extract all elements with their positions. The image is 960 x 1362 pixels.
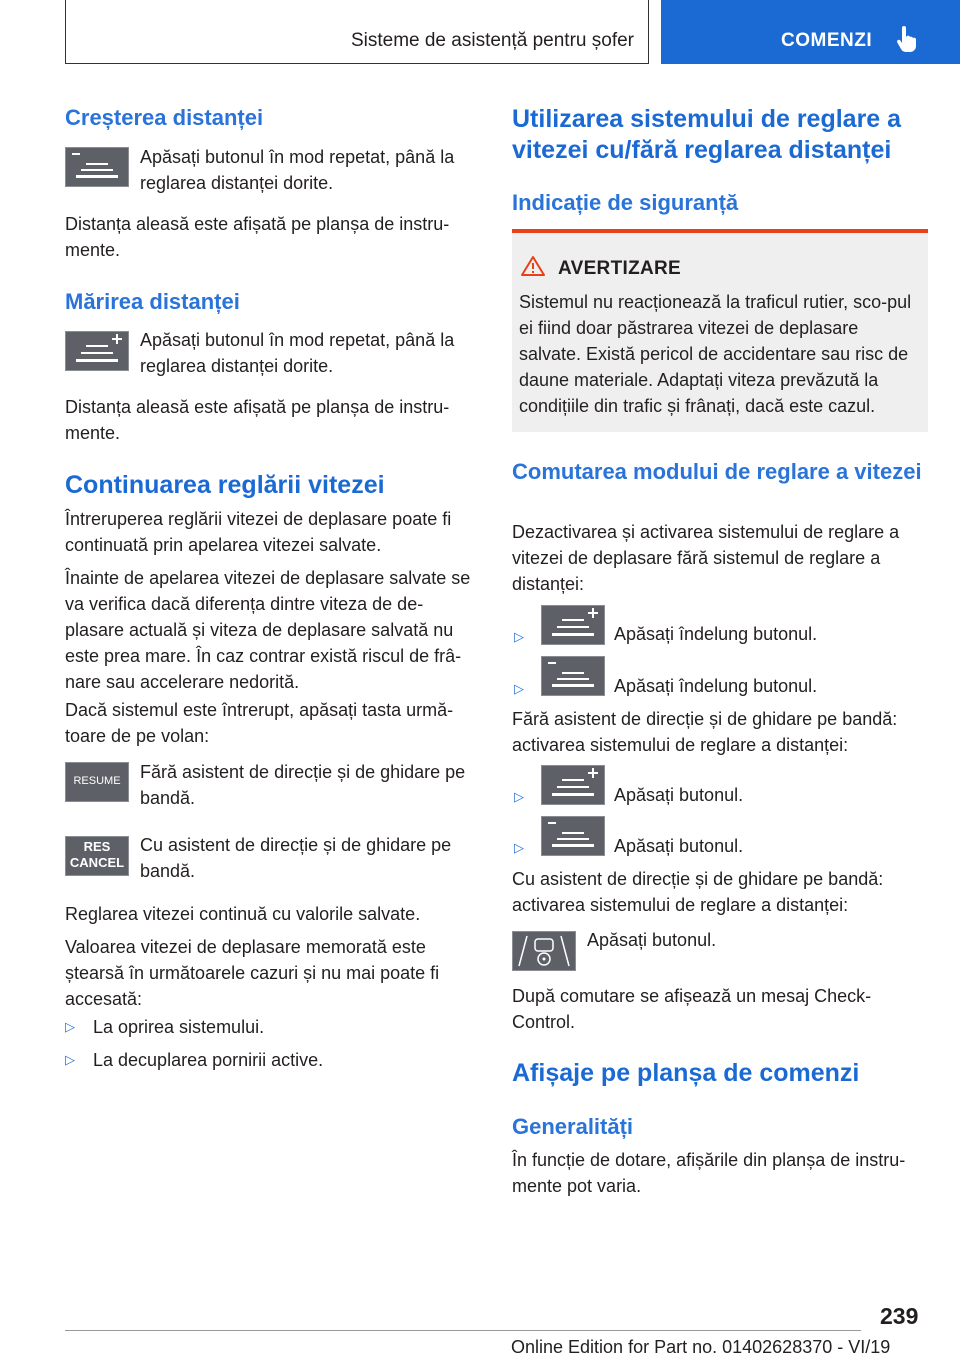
bullet-arrow-icon: ▷ — [65, 1019, 75, 1034]
warning-title: AVERTIZARE — [558, 258, 681, 279]
marire-note: Distanța aleasă este afișată pe planșa de instru-mente. — [65, 397, 450, 443]
distance-plus-button-image — [541, 605, 605, 645]
heading-generalitati: Generalități — [512, 1114, 634, 1139]
long-press-text-2: Apăsați îndelung butonul. — [614, 676, 818, 696]
cu-asistent-para: Cu asistent de direcție și de ghidare pe bandă: activarea sistemului de reglare a distanței: — [512, 869, 884, 915]
warning-triangle-icon — [520, 255, 546, 277]
continuare-para4: Reglarea vitezei continuă cu valorile salvate. — [65, 904, 421, 924]
tab-label: COMENZI — [781, 30, 873, 51]
bullet-arrow-icon: ▷ — [514, 629, 524, 644]
res-cancel-description: Cu asistent de direcție și de ghidare pe bandă. — [140, 835, 452, 881]
press-text-3: Apăsați butonul. — [587, 930, 717, 950]
heading-indicatie: Indicație de siguranță — [512, 190, 739, 215]
distance-bars-icon — [542, 657, 604, 695]
dupa-comutare-para: După comutare se afișează un mesaj Check-Control. — [512, 986, 872, 1032]
resume-label: RESUME — [73, 775, 121, 787]
bullet-text-1: La oprirea sistemului. — [93, 1017, 265, 1037]
generalitati-para: În funcție de dotare, afișările din planșa de instru-mente pot varia. — [512, 1150, 906, 1196]
cancel-label: CANCEL — [69, 855, 125, 870]
heading-marire: Mărirea distanței — [65, 289, 240, 314]
fara-asistent-para: Fără asistent de direcție și de ghidare pe bandă: activarea sistemului de reglare a distanței: — [512, 709, 898, 755]
long-press-text-1: Apăsați îndelung butonul. — [614, 624, 818, 644]
bullet-arrow-icon: ▷ — [65, 1052, 75, 1067]
footer-edition: Online Edition for Part no. 01402628370 - VI/19 — [511, 1337, 891, 1357]
page-number: 239 — [880, 1303, 919, 1329]
footer-divider — [65, 1330, 861, 1331]
res-label: RES — [83, 839, 111, 854]
comutare-para: Dezactivarea și activarea sistemului de reglare a vitezei de deplasare fără sistemul de reglare a distanței: — [512, 522, 900, 594]
heading-afisaje: Afișaje pe planșa de comenzi — [512, 1059, 860, 1087]
crestere-instruction: Apăsați butonul în mod repetat, până la reglarea distanței dorite. — [140, 147, 455, 193]
marire-instruction: Apăsați butonul în mod repetat, până la reglarea distanței dorite. — [140, 330, 455, 376]
steering-assist-icon — [513, 932, 575, 970]
distance-plus-button-image — [65, 331, 129, 371]
heading-utilizarea: Utilizarea sistemului de reglare a vitezei cu/fără reglarea distanței — [512, 105, 902, 164]
res-cancel-button-image — [65, 836, 129, 876]
resume-button-image — [65, 762, 129, 802]
tab-comenzi[interactable] — [661, 0, 960, 64]
warning-box — [512, 229, 928, 432]
bullet-text-2: La decuplarea pornirii active. — [93, 1050, 324, 1070]
press-text-2: Apăsați butonul. — [614, 836, 744, 856]
heading-crestere: Creșterea distanței — [65, 105, 264, 130]
continuare-para5: Valoarea vitezei de deplasare memorată este ștearsă în următoarele cazuri și nu mai poate fi accesată: — [65, 937, 440, 1009]
distance-minus-button-image — [541, 656, 605, 696]
heading-comutarea: Comutarea modului de reglare a vitezei — [512, 459, 922, 484]
warning-text: Sistemul nu reacționează la traficul rutier, sco-pul ei fiind doar păstrarea vitezei de deplasare salvate. Există pericol de accidentare sau risc de daune materiale. Adaptați viteza prevăzută la condițiile din trafic și frânați, dacă este cazul. — [519, 292, 912, 416]
header-section-box — [65, 0, 649, 64]
continuare-para3: Dacă sistemul este întrerupt, apăsați tasta urmă-toare de pe volan: — [65, 700, 454, 746]
bullet-arrow-icon: ▷ — [514, 840, 524, 855]
distance-bars-icon — [542, 817, 604, 855]
resume-description: Fără asistent de direcție și de ghidare pe bandă. — [140, 762, 466, 808]
bullet-arrow-icon: ▷ — [514, 681, 524, 696]
distance-bars-plus-icon — [542, 766, 604, 804]
distance-minus-button-image — [541, 816, 605, 856]
section-title: Sisteme de asistență pentru șofer — [350, 30, 634, 51]
bullet-arrow-icon: ▷ — [514, 789, 524, 804]
distance-bars-icon — [66, 148, 128, 186]
distance-bars-plus-icon — [66, 332, 128, 370]
continuare-para2: Înainte de apelarea vitezei de deplasare salvate se va verifica dacă diferența dintre viteza de de-plasare actuală și viteza de deplasare salvată nu este prea mare. În caz contrar există riscul de frâ-nare sau accelerare nedorită. — [65, 568, 471, 692]
crestere-note: Distanța aleasă este afișată pe planșa de instru-mente. — [65, 214, 450, 260]
heading-continuare: Continuarea reglării vitezei — [65, 471, 385, 499]
distance-plus-button-image — [541, 765, 605, 805]
steering-assist-button-image — [512, 931, 576, 971]
distance-bars-plus-icon — [542, 606, 604, 644]
continuare-para1: Întreruperea reglării vitezei de deplasare poate fi continuată prin apelarea vitezei salvate. — [65, 509, 452, 555]
distance-minus-button-image — [65, 147, 129, 187]
press-text-1: Apăsați butonul. — [614, 785, 744, 805]
hand-pointer-icon — [895, 26, 919, 54]
